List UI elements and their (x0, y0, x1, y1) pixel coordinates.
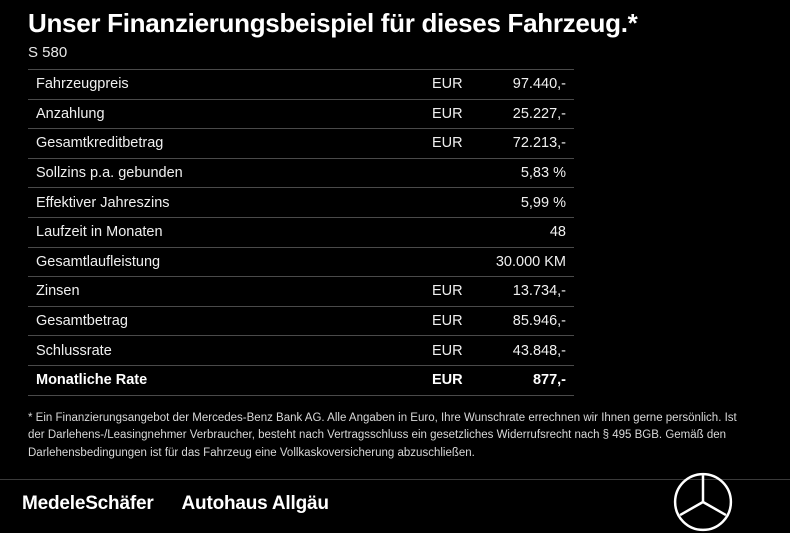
row-value: 25.227,- (512, 105, 566, 122)
row-label: Gesamtbetrag (36, 313, 128, 330)
page-title: Unser Finanzierungsbeispiel für dieses Fahrzeug.* (28, 8, 638, 38)
row-value: 13.734,- (512, 283, 566, 300)
row-label: Schlussrate (36, 342, 112, 359)
row-label: Anzahlung (36, 105, 105, 122)
financing-table (28, 69, 574, 396)
table-row (28, 70, 574, 100)
footer-bar (0, 479, 790, 527)
row-currency: EUR (432, 342, 463, 359)
vehicle-model: S 580 (28, 44, 68, 61)
table-row (28, 100, 574, 130)
row-currency: EUR (432, 313, 463, 330)
table-row (28, 218, 574, 248)
dealer-logo-medeleschaefer: MedeleSchäfer (22, 493, 154, 514)
table-row (28, 277, 574, 307)
table-row (28, 188, 574, 218)
row-currency: EUR (432, 135, 463, 152)
table-row (28, 159, 574, 189)
dealer-logo-autohaus-allgaeu: Autohaus Allgäu (181, 493, 329, 514)
row-label: Monatliche Rate (36, 372, 148, 389)
row-value: 97.440,- (512, 76, 566, 93)
row-value: 72.213,- (512, 135, 566, 152)
row-label: Laufzeit in Monaten (36, 224, 163, 241)
table-row (28, 129, 574, 159)
row-label: Effektiver Jahreszins (36, 194, 170, 211)
row-label: Gesamtkreditbetrag (36, 135, 164, 152)
row-label: Fahrzeugpreis (36, 76, 129, 93)
row-value: 43.848,- (512, 342, 566, 359)
row-value: 5,83 % (520, 165, 566, 182)
table-row (28, 248, 574, 278)
row-label: Zinsen (36, 283, 80, 300)
table-row (28, 336, 574, 366)
row-value: 5,99 % (520, 194, 566, 211)
row-value: 85.946,- (512, 313, 566, 330)
row-currency: EUR (432, 76, 463, 93)
row-label: Sollzins p.a. gebunden (36, 165, 183, 182)
table-row (28, 307, 574, 337)
row-value: 30.000 KM (495, 253, 566, 270)
mercedes-star-icon (672, 471, 734, 533)
row-currency: EUR (432, 372, 463, 389)
row-currency: EUR (432, 105, 463, 122)
row-value: 48 (549, 224, 566, 241)
row-label: Gesamtlaufleistung (36, 253, 161, 270)
table-row-monthly-rate (28, 366, 574, 396)
row-currency: EUR (432, 283, 463, 300)
row-value: 877,- (532, 372, 566, 389)
legal-footnote: * Ein Finanzierungsangebot der Mercedes-Benz Bank AG. Alle Angaben in Euro, Ihre Wunschrate errechnen wir Ihnen gerne persönlich. Ist der Darlehens-/Leasingnehmer Verbraucher, besteht nach Vertragsschluss ein gesetzliches Widerrufsrecht nach § 495 BGB. Gemäß den Darlehensbedingungen ist für das Fahrzeug eine Vollkaskoversicherung abzuschließen. (28, 411, 737, 459)
